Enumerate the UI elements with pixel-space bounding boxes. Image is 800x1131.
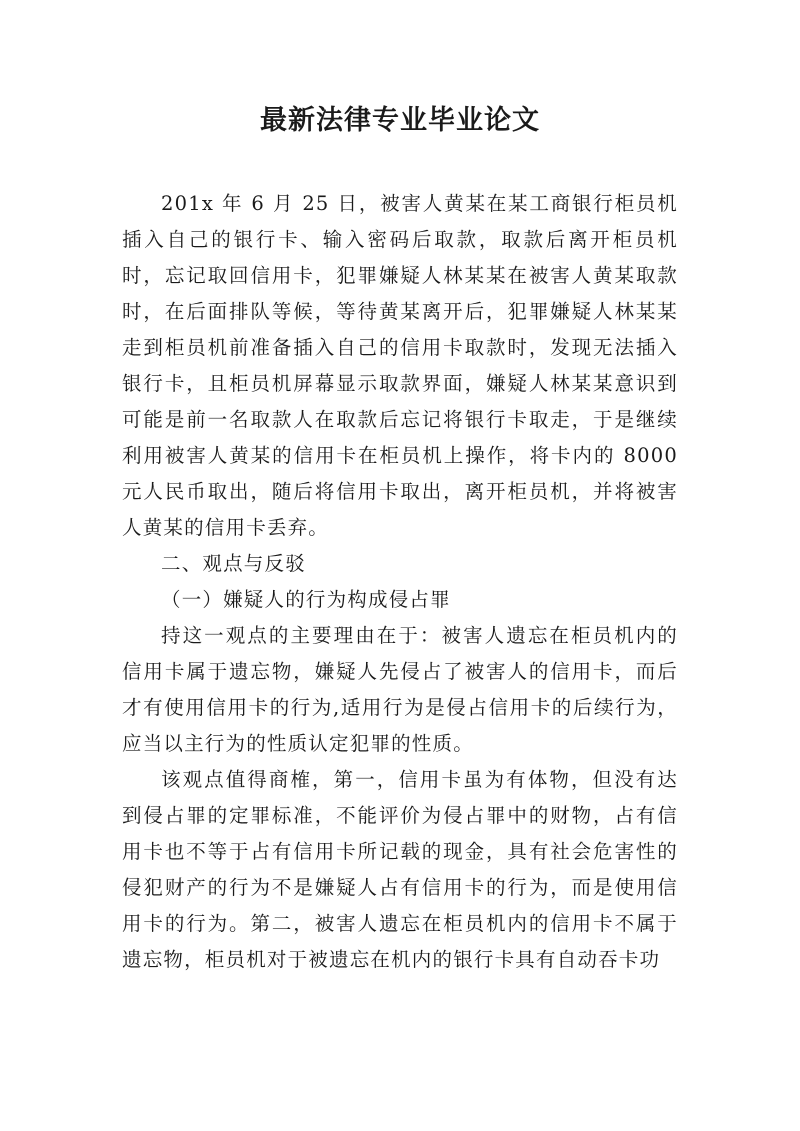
paragraph-case-facts: 201x 年 6 月 25 日，被害人黄某在某工商银行柜员机插入自己的银行卡、输入密码后取款，取款后离开柜员机时，忘记取回信用卡，犯罪嫌疑人林某某在被害人黄某取款时，在后面排队等候，等待黄某离开后，犯罪嫌疑人林某某走到柜员机前准备插入自己的信用卡取款时，发现无法插入银行卡，且柜员机屏幕显示取款界面，嫌疑人林某某意识到可能是前一名取款人在取款后忘记将银行卡取走，于是继续利用被害人黄某的信用卡在柜员机上操作，将卡内的 8000 元人民币取出，随后将信用卡取出，离开柜员机，并将被害人黄某的信用卡丢弃。 <box>122 192 678 539</box>
section-heading: 二、观点与反驳 <box>161 552 306 575</box>
paragraph-rebuttal: 该观点值得商榷，第一，信用卡虽为有体物，但没有达到侵占罪的定罪标准，不能评价为侵占罪中的财物，占有信用卡也不等于占有信用卡所记载的现金，具有社会危害性的侵犯财产的行为不是嫌疑人占有信用卡的行为，而是使用信用卡的行为。第二，被害人遗忘在柜员机内的信用卡不属于遗忘物，柜员机对于被遗忘在机内的银行卡具有自动吞卡功 <box>122 768 678 971</box>
subsection-heading: （一）嫌疑人的行为构成侵占罪 <box>161 588 451 611</box>
document-body <box>122 186 678 978</box>
paragraph-argument: 持这一观点的主要理由在于：被害人遗忘在柜员机内的信用卡属于遗忘物，嫌疑人先侵占了被害人的信用卡，而后才有使用信用卡的行为,适用行为是侵占信用卡的后续行为，应当以主行为的性质认定犯罪的性质。 <box>122 624 678 755</box>
document-title: 最新法律专业毕业论文 <box>260 105 540 136</box>
